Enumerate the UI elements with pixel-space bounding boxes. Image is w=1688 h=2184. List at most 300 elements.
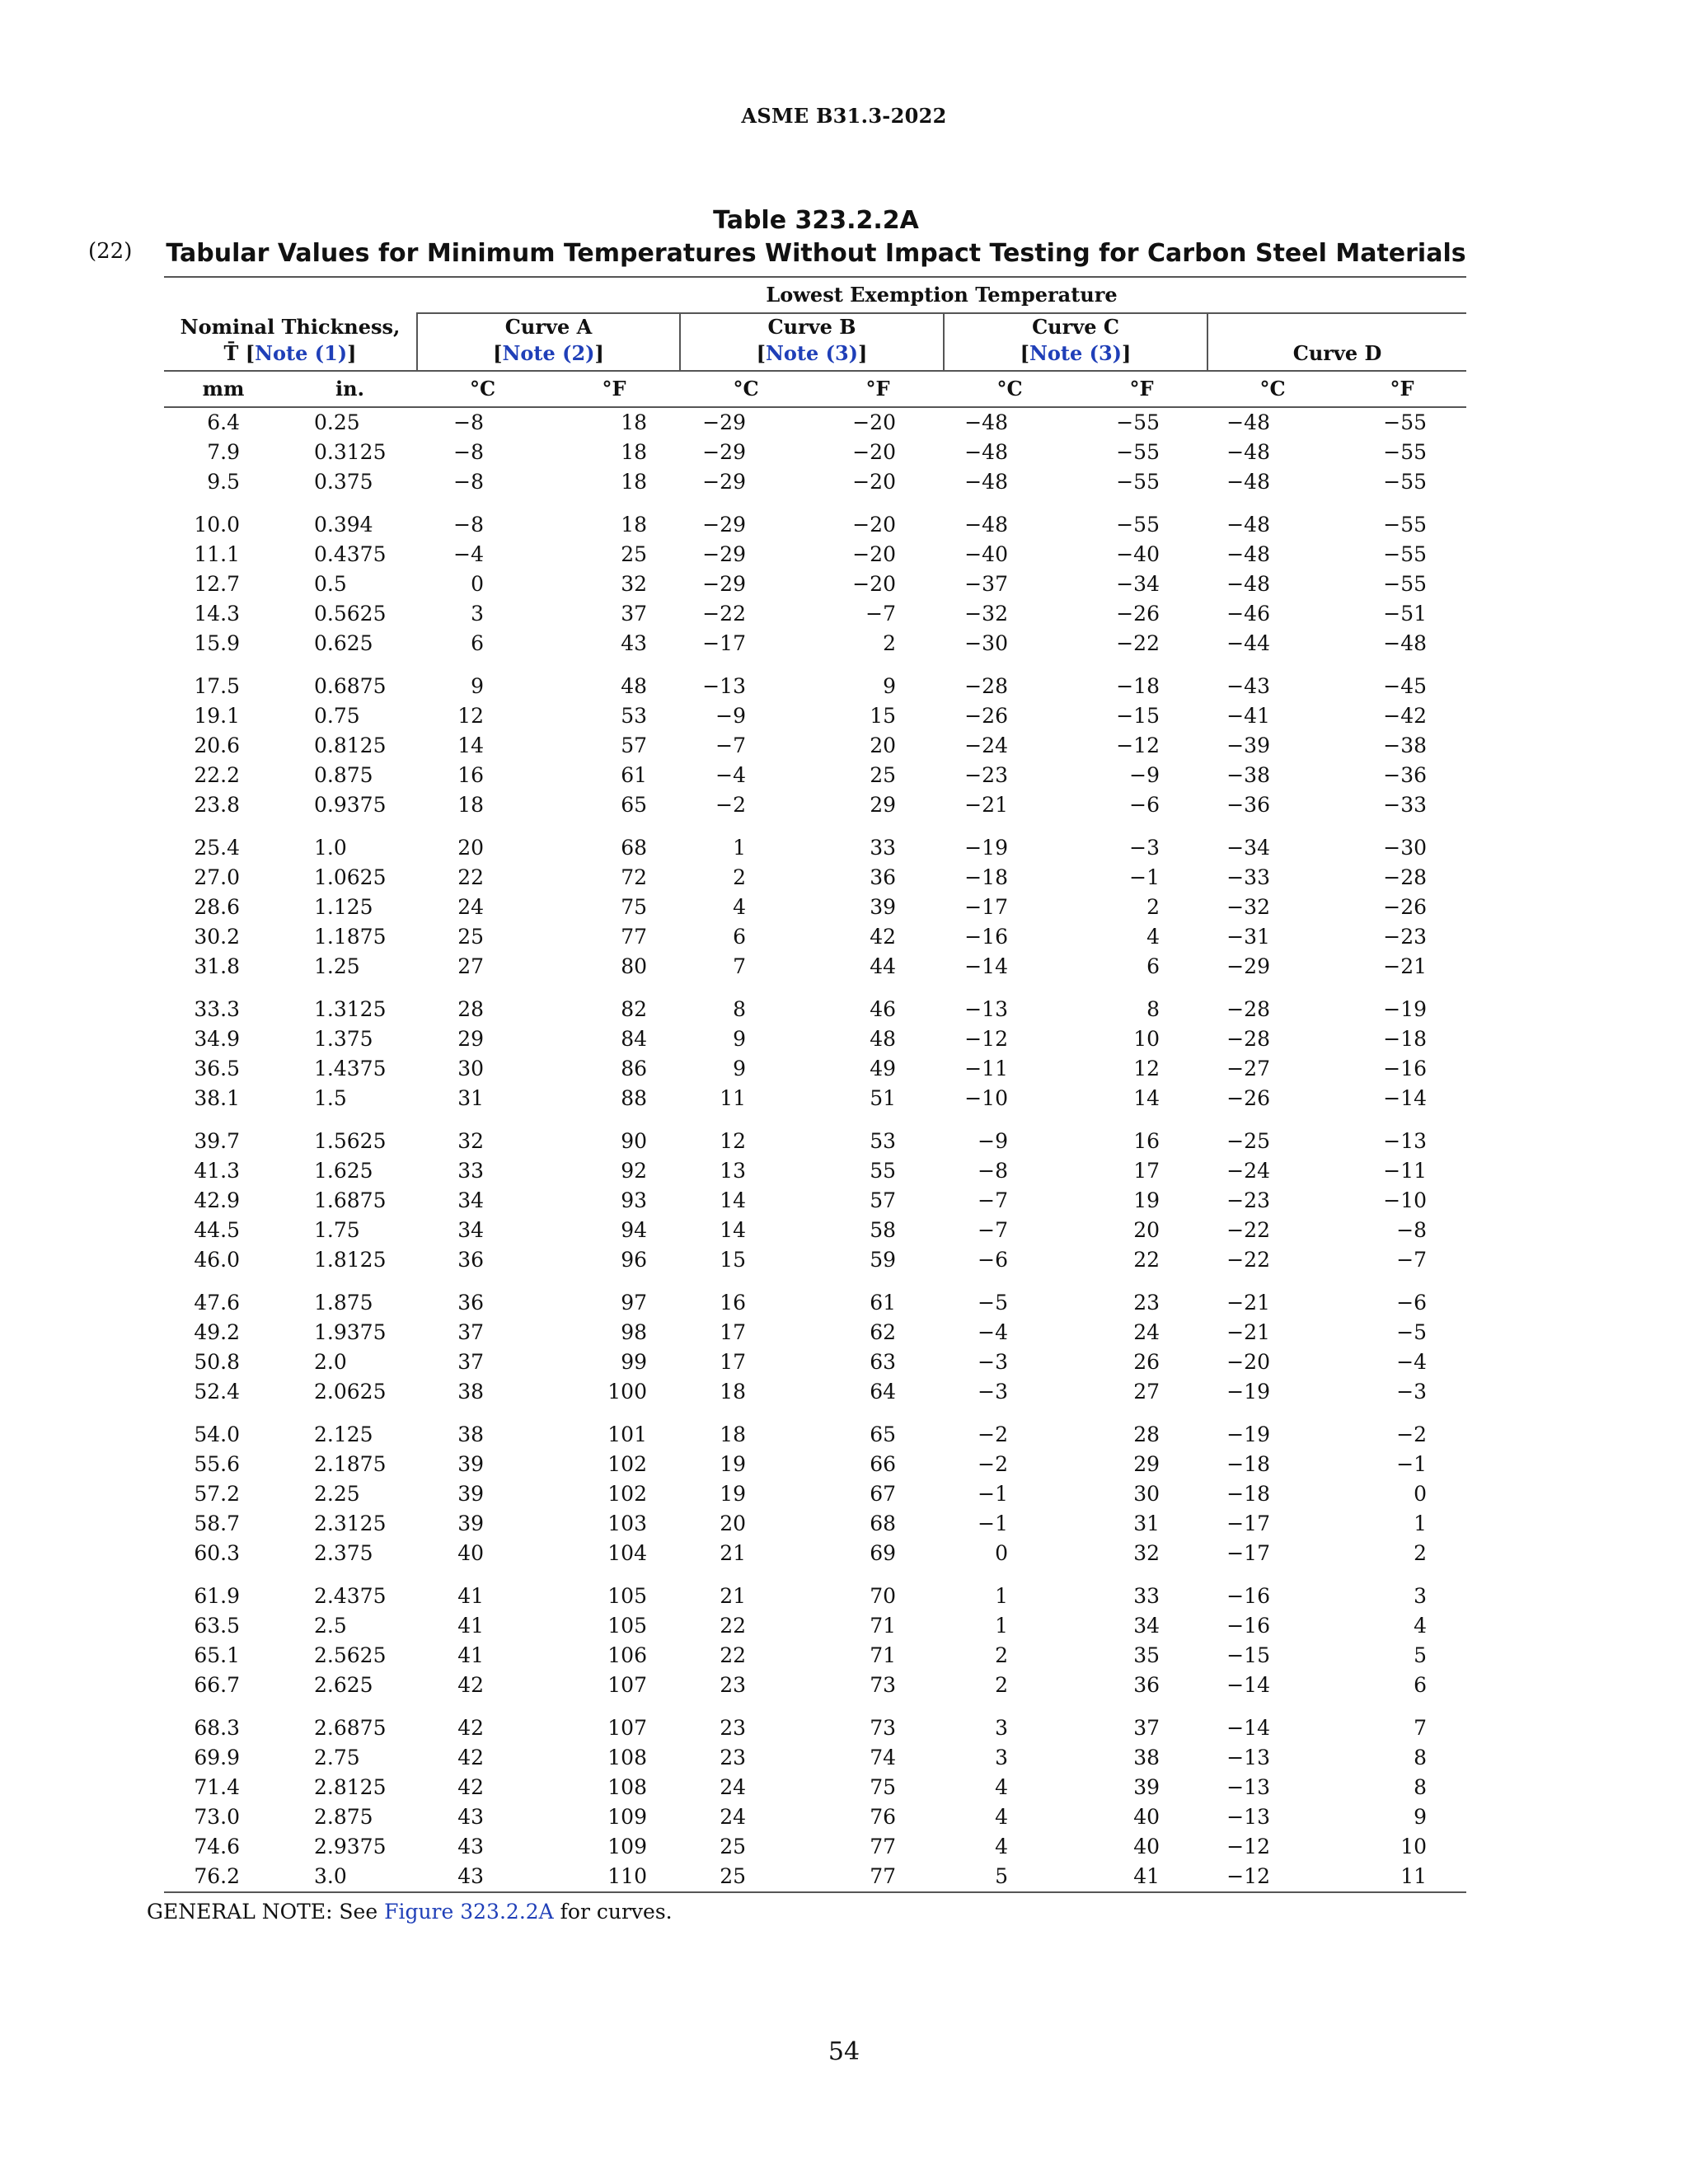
curve-a-f-cell: 57 <box>621 733 647 757</box>
curve-d-f-cell: −6 <box>1396 1291 1428 1315</box>
table-row <box>164 1245 1466 1275</box>
curve-a-f-cell: 99 <box>621 1350 647 1374</box>
curve-a-f-cell: 18 <box>621 410 647 434</box>
curve-b-c-cell: 23 <box>720 1673 746 1697</box>
curve-a-c-cell: −4 <box>453 542 484 566</box>
curve-a-f-cell: 37 <box>621 602 647 626</box>
table-row <box>164 982 1466 1024</box>
table-row <box>164 820 1466 863</box>
unit-curve-d-c: °C <box>1207 371 1338 407</box>
curve-b-c-cell: 16 <box>720 1291 746 1315</box>
curve-d-c-cell: −16 <box>1226 1584 1270 1608</box>
curve-b-c-cell: 20 <box>720 1511 746 1535</box>
curve-a-f-cell: 90 <box>621 1129 647 1153</box>
thickness-in-cell: 0.875 <box>314 763 373 787</box>
curve-d-f-cell: 8 <box>1414 1775 1428 1799</box>
thickness-mm-cell: 71.4 <box>194 1775 240 1799</box>
curve-b-c-cell: 14 <box>720 1188 746 1212</box>
table-row <box>164 1156 1466 1186</box>
curve-b-c-cell: −17 <box>702 631 746 655</box>
curve-c-c-cell: −8 <box>978 1159 1008 1183</box>
curve-b-f-cell: 69 <box>870 1541 896 1565</box>
curve-d-c-cell: −43 <box>1226 674 1270 698</box>
table-row <box>164 1539 1466 1568</box>
curve-b-c-cell: −2 <box>715 793 746 817</box>
curve-a-f-cell: 103 <box>607 1511 647 1535</box>
curve-c-c-cell: 4 <box>995 1775 1008 1799</box>
curve-a-f-cell: 88 <box>621 1086 647 1110</box>
table-row <box>164 1377 1466 1407</box>
curve-b-header: Curve B [Note (3)] <box>680 313 944 371</box>
curve-c-f-cell: −1 <box>1129 865 1160 889</box>
curve-c-f-cell: −40 <box>1116 542 1160 566</box>
thickness-mm-cell: 19.1 <box>194 704 240 728</box>
curve-a-f-cell: 75 <box>621 895 647 919</box>
curve-b-c-cell: −29 <box>702 542 746 566</box>
curve-a-c-cell: 39 <box>457 1452 484 1476</box>
curve-a-c-cell: 42 <box>457 1673 484 1697</box>
curve-c-c-cell: −24 <box>964 733 1008 757</box>
curve-b-f-cell: 57 <box>870 1188 896 1212</box>
table-row <box>164 1743 1466 1773</box>
table-row <box>164 1671 1466 1700</box>
curve-d-f-cell: −51 <box>1383 602 1428 626</box>
curve-a-c-cell: 25 <box>457 925 484 949</box>
unit-curve-b-c: °C <box>680 371 812 407</box>
curve-b-c-cell: 2 <box>733 865 746 889</box>
curve-a-c-cell: 36 <box>457 1248 484 1272</box>
thickness-in-cell: 1.3125 <box>314 997 387 1021</box>
curve-d-c-cell: −21 <box>1226 1320 1270 1344</box>
curve-b-f-cell: 67 <box>870 1482 896 1506</box>
curve-a-f-cell: 72 <box>621 865 647 889</box>
curve-d-f-cell: 8 <box>1414 1746 1428 1769</box>
curve-c-f-cell: −55 <box>1116 410 1160 434</box>
thickness-in-cell: 0.5 <box>314 572 347 596</box>
unit-curve-a-c: °C <box>417 371 548 407</box>
curve-a-c-cell: 12 <box>457 704 484 728</box>
curve-a-c-cell: 43 <box>457 1835 484 1858</box>
curve-b-c-cell: 9 <box>733 1027 746 1051</box>
curve-b-f-cell: 25 <box>870 763 896 787</box>
curve-c-f-cell: −9 <box>1129 763 1160 787</box>
curve-d-c-cell: −18 <box>1226 1482 1270 1506</box>
curve-c-f-cell: 31 <box>1133 1511 1160 1535</box>
curve-a-f-cell: 77 <box>621 925 647 949</box>
curve-d-c-cell: −39 <box>1226 733 1270 757</box>
curve-b-c-cell: 9 <box>733 1057 746 1080</box>
curve-c-f-cell: 39 <box>1133 1775 1160 1799</box>
curve-d-c-cell: −29 <box>1226 954 1270 978</box>
curve-b-f-cell: 20 <box>870 733 896 757</box>
curve-b-c-cell: −29 <box>702 440 746 464</box>
curve-b-f-cell: 48 <box>870 1027 896 1051</box>
curve-b-c-cell: 23 <box>720 1746 746 1769</box>
curve-a-f-cell: 108 <box>607 1746 647 1769</box>
curve-c-c-cell: −23 <box>964 763 1008 787</box>
curve-a-f-cell: 48 <box>621 674 647 698</box>
curve-d-f-cell: −11 <box>1383 1159 1428 1183</box>
thickness-in-cell: 1.6875 <box>314 1188 387 1212</box>
curve-b-f-cell: 59 <box>870 1248 896 1272</box>
curve-d-c-cell: −28 <box>1226 1027 1270 1051</box>
curve-b-f-cell: −20 <box>852 410 896 434</box>
table-row <box>164 1113 1466 1156</box>
curve-a-f-cell: 102 <box>607 1452 647 1476</box>
thickness-in-cell: 2.4375 <box>314 1584 387 1608</box>
curve-b-f-cell: 63 <box>870 1350 896 1374</box>
curve-c-c-cell: −7 <box>978 1188 1008 1212</box>
curve-d-f-cell: −10 <box>1383 1188 1428 1212</box>
curve-c-f-cell: 35 <box>1133 1643 1160 1667</box>
curve-c-f-cell: 26 <box>1133 1350 1160 1374</box>
curve-d-c-cell: −48 <box>1226 470 1270 494</box>
thickness-mm-cell: 50.8 <box>194 1350 240 1374</box>
thickness-mm-cell: 36.5 <box>194 1057 240 1080</box>
curve-b-f-cell: 44 <box>870 954 896 978</box>
curve-c-f-cell: 40 <box>1133 1805 1160 1829</box>
page-number: 54 <box>828 2037 860 2066</box>
thickness-in-cell: 2.125 <box>314 1422 373 1446</box>
curve-d-f-cell: −33 <box>1383 793 1428 817</box>
curve-c-c-cell: −16 <box>964 925 1008 949</box>
curve-a-f-cell: 104 <box>607 1541 647 1565</box>
curve-c-f-cell: 6 <box>1146 954 1160 978</box>
curve-c-c-cell: −9 <box>978 1129 1008 1153</box>
curve-c-c-cell: −2 <box>978 1452 1008 1476</box>
curve-c-f-cell: 14 <box>1133 1086 1160 1110</box>
thickness-mm-cell: 27.0 <box>194 865 240 889</box>
curve-c-f-cell: 33 <box>1133 1584 1160 1608</box>
curve-c-f-cell: 27 <box>1133 1380 1160 1404</box>
header-row-units <box>164 371 1466 407</box>
table-row <box>164 1641 1466 1671</box>
curve-b-c-cell: 18 <box>720 1422 746 1446</box>
curve-a-c-cell: 43 <box>417 1862 548 1892</box>
curve-b-c-cell: 6 <box>733 925 746 949</box>
curve-a-c-cell: 36 <box>457 1291 484 1315</box>
curve-c-f-cell: 8 <box>1146 997 1160 1021</box>
curve-c-f-cell: 38 <box>1133 1746 1160 1769</box>
curve-c-f-cell: 34 <box>1133 1614 1160 1638</box>
curve-c-f-cell: 30 <box>1133 1482 1160 1506</box>
thickness-in-cell: 0.375 <box>314 470 373 494</box>
curve-a-c-cell: 41 <box>457 1614 484 1638</box>
temperature-table-container <box>164 276 1466 1893</box>
curve-a-c-cell: 32 <box>457 1129 484 1153</box>
curve-c-f-cell: 28 <box>1133 1422 1160 1446</box>
curve-d-f-cell: 1 <box>1414 1511 1428 1535</box>
curve-a-c-cell: 22 <box>457 865 484 889</box>
curve-c-f-cell: 24 <box>1133 1320 1160 1344</box>
curve-c-c-cell: −32 <box>964 602 1008 626</box>
curve-d-c-cell: −27 <box>1226 1057 1270 1080</box>
table-row <box>164 1862 1466 1892</box>
thickness-mm-cell: 61.9 <box>194 1584 240 1608</box>
table-row <box>164 952 1466 982</box>
curve-c-f-cell: 2 <box>1146 895 1160 919</box>
curve-b-f-cell: 76 <box>870 1805 896 1829</box>
curve-b-f-cell: 62 <box>870 1320 896 1344</box>
curve-a-f-cell: 110 <box>548 1862 680 1892</box>
thickness-in-cell: 1.5625 <box>314 1129 387 1153</box>
curve-c-f-cell: 20 <box>1133 1218 1160 1242</box>
table-body <box>164 407 1466 1892</box>
curve-b-f-cell: −20 <box>852 470 896 494</box>
table-row <box>164 569 1466 599</box>
curve-b-f-cell: 36 <box>870 865 896 889</box>
curve-a-f-cell: 108 <box>607 1775 647 1799</box>
curve-a-c-cell: 18 <box>457 793 484 817</box>
thickness-mm-cell: 58.7 <box>194 1511 240 1535</box>
thickness-in-cell: 2.5 <box>314 1614 347 1638</box>
curve-d-f-cell: −45 <box>1383 674 1428 698</box>
curve-a-c-cell: −8 <box>453 410 484 434</box>
curve-c-c-cell: −10 <box>964 1086 1008 1110</box>
curve-a-f-cell: 97 <box>621 1291 647 1315</box>
curve-a-c-cell: 37 <box>457 1320 484 1344</box>
curve-d-c-cell: −48 <box>1226 410 1270 434</box>
thickness-mm-cell: 42.9 <box>194 1188 240 1212</box>
curve-d-c-cell: −13 <box>1226 1746 1270 1769</box>
curve-d-f-cell: −55 <box>1383 440 1428 464</box>
thickness-in-cell: 2.625 <box>314 1673 373 1697</box>
curve-b-f-cell: 75 <box>870 1775 896 1799</box>
curve-b-c-cell: 15 <box>720 1248 746 1272</box>
curve-d-c-cell: −31 <box>1226 925 1270 949</box>
unit-curve-c-c: °C <box>944 371 1076 407</box>
curve-d-label: Curve D <box>1292 341 1382 365</box>
thickness-mm-cell: 68.3 <box>194 1716 240 1740</box>
table-row <box>164 1450 1466 1479</box>
thickness-mm-cell: 74.6 <box>194 1835 240 1858</box>
curve-a-f-cell: 68 <box>621 836 647 860</box>
curve-b-c-cell: −13 <box>702 674 746 698</box>
curve-a-f-cell: 94 <box>621 1218 647 1242</box>
curve-a-f-cell: 65 <box>621 793 647 817</box>
curve-c-f-cell: 36 <box>1133 1673 1160 1697</box>
curve-d-c-cell: −36 <box>1226 793 1270 817</box>
thickness-mm-cell: 28.6 <box>194 895 240 919</box>
curve-c-c-cell: −3 <box>978 1380 1008 1404</box>
curve-d-c-cell: −23 <box>1226 1188 1270 1212</box>
table-row <box>164 438 1466 467</box>
curve-a-c-cell: −8 <box>453 513 484 537</box>
curve-d-f-cell: −1 <box>1396 1452 1428 1476</box>
curve-d-f-cell: 5 <box>1414 1643 1428 1667</box>
curve-b-f-cell: 33 <box>870 836 896 860</box>
curve-b-note-link[interactable]: Note (3) <box>765 341 859 365</box>
curve-c-f-cell: −55 <box>1116 470 1160 494</box>
curve-c-c-cell: −13 <box>964 997 1008 1021</box>
curve-a-f-cell: 93 <box>621 1188 647 1212</box>
curve-d-f-cell: 9 <box>1414 1805 1428 1829</box>
curve-a-c-cell: 14 <box>457 733 484 757</box>
curve-c-c-cell: −48 <box>964 470 1008 494</box>
thickness-note-link[interactable]: Note (1) <box>255 341 348 365</box>
thickness-mm-cell: 39.7 <box>194 1129 240 1153</box>
thickness-mm-cell: 66.7 <box>194 1673 240 1697</box>
general-note-prefix: GENERAL NOTE: See <box>147 1900 385 1924</box>
thickness-mm-cell: 60.3 <box>194 1541 240 1565</box>
curve-b-c-cell: 17 <box>720 1320 746 1344</box>
curve-a-c-cell: 28 <box>457 997 484 1021</box>
thickness-in-cell: 0.9375 <box>314 793 387 817</box>
curve-b-f-cell: 77 <box>812 1862 944 1892</box>
table-row <box>164 731 1466 761</box>
curve-d-c-cell: −20 <box>1226 1350 1270 1374</box>
thickness-mm-cell: 15.9 <box>194 631 240 655</box>
unit-curve-c-f: °F <box>1076 371 1207 407</box>
curve-d-f-cell: −55 <box>1383 410 1428 434</box>
thickness-mm-cell: 23.8 <box>194 793 240 817</box>
thickness-mm-cell: 6.4 <box>207 410 240 434</box>
table-row <box>164 1832 1466 1862</box>
table-row <box>164 1407 1466 1450</box>
curve-d-c-cell: −19 <box>1226 1422 1270 1446</box>
curve-b-f-cell: 39 <box>870 895 896 919</box>
thickness-mm-cell: 30.2 <box>194 925 240 949</box>
curve-b-label: Curve B <box>767 315 856 339</box>
curve-b-f-cell: 55 <box>870 1159 896 1183</box>
thickness-mm-cell: 63.5 <box>194 1614 240 1638</box>
curve-b-c-cell: 25 <box>680 1862 812 1892</box>
curve-d-c-cell: −48 <box>1226 542 1270 566</box>
curve-c-c-cell: −3 <box>978 1350 1008 1374</box>
curve-c-c-cell: 0 <box>995 1541 1008 1565</box>
table-row <box>164 1802 1466 1832</box>
curve-d-f-cell: −3 <box>1396 1380 1428 1404</box>
curve-b-c-cell: 19 <box>720 1452 746 1476</box>
curve-a-c-cell: 43 <box>457 1805 484 1829</box>
unit-mm: mm <box>164 371 283 407</box>
curve-d-f-cell: −36 <box>1383 763 1428 787</box>
thickness-mm-cell: 17.5 <box>194 674 240 698</box>
curve-c-f-cell: −55 <box>1116 513 1160 537</box>
curve-a-f-cell: 86 <box>621 1057 647 1080</box>
curve-b-c-cell: −29 <box>702 513 746 537</box>
curve-d-f-cell: −42 <box>1383 704 1428 728</box>
curve-b-c-cell: 8 <box>733 997 746 1021</box>
thickness-in-cell: 1.5 <box>314 1086 347 1110</box>
table-row <box>164 1347 1466 1377</box>
curve-c-f-cell: 4 <box>1146 925 1160 949</box>
curve-b-f-cell: 71 <box>870 1614 896 1638</box>
curve-b-c-cell: 12 <box>720 1129 746 1153</box>
curve-c-c-cell: −1 <box>978 1511 1008 1535</box>
thickness-in-cell: 2.0 <box>314 1350 347 1374</box>
curve-a-c-cell: 42 <box>457 1775 484 1799</box>
table-row <box>164 1186 1466 1216</box>
thickness-in-cell: 2.3125 <box>314 1511 387 1535</box>
curve-c-c-cell: −18 <box>964 865 1008 889</box>
curve-c-c-cell: −28 <box>964 674 1008 698</box>
document-header: ASME B31.3-2022 <box>741 104 947 128</box>
thickness-mm-cell: 69.9 <box>194 1746 240 1769</box>
curve-c-c-cell: −30 <box>964 631 1008 655</box>
curve-c-c-cell: −40 <box>964 542 1008 566</box>
curve-a-c-cell: 38 <box>457 1380 484 1404</box>
curve-a-note-link[interactable]: Note (2) <box>502 341 595 365</box>
curve-b-f-cell: 29 <box>870 793 896 817</box>
curve-d-c-cell: −15 <box>1226 1643 1270 1667</box>
curve-b-f-cell: 65 <box>870 1422 896 1446</box>
thickness-mm-cell: 76.2 <box>164 1862 283 1892</box>
curve-d-f-cell: −5 <box>1396 1320 1428 1344</box>
curve-c-f-cell: 19 <box>1133 1188 1160 1212</box>
curve-c-f-cell: −15 <box>1116 704 1160 728</box>
curve-d-f-cell: 7 <box>1414 1716 1428 1740</box>
curve-b-f-cell: 73 <box>870 1673 896 1697</box>
curve-a-c-cell: 29 <box>457 1027 484 1051</box>
curve-b-f-cell: 51 <box>870 1086 896 1110</box>
curve-a-label: Curve A <box>504 315 593 339</box>
table-row <box>164 1568 1466 1611</box>
curve-b-f-cell: −20 <box>852 440 896 464</box>
curve-d-c-cell: −34 <box>1226 836 1270 860</box>
curve-d-c-cell: −41 <box>1226 704 1270 728</box>
thickness-mm-cell: 55.6 <box>194 1452 240 1476</box>
thickness-mm-cell: 12.7 <box>194 572 240 596</box>
header-row-curves <box>164 313 1466 371</box>
curve-d-c-cell: −13 <box>1226 1775 1270 1799</box>
thickness-mm-cell: 46.0 <box>194 1248 240 1272</box>
curve-a-f-cell: 109 <box>607 1805 647 1829</box>
table-row <box>164 540 1466 569</box>
curve-a-f-cell: 61 <box>621 763 647 787</box>
figure-link[interactable]: Figure 323.2.2A <box>384 1900 554 1924</box>
curve-b-f-cell: 42 <box>870 925 896 949</box>
curve-d-f-cell: −28 <box>1383 865 1428 889</box>
curve-c-note-link[interactable]: Note (3) <box>1029 341 1123 365</box>
curve-b-c-cell: 25 <box>720 1835 746 1858</box>
curve-d-c-cell: −17 <box>1226 1511 1270 1535</box>
thickness-in-cell: 2.6875 <box>314 1716 387 1740</box>
curve-b-f-cell: −20 <box>852 542 896 566</box>
thickness-in-cell: 1.0625 <box>314 865 387 889</box>
curve-d-c-cell: −22 <box>1226 1218 1270 1242</box>
curve-a-f-cell: 107 <box>607 1673 647 1697</box>
curve-a-c-cell: −8 <box>453 470 484 494</box>
curve-d-c-cell: −48 <box>1226 513 1270 537</box>
curve-b-c-cell: 7 <box>733 954 746 978</box>
thickness-in-cell: 0.3125 <box>314 440 387 464</box>
curve-a-f-cell: 100 <box>607 1380 647 1404</box>
curve-d-f-cell: 6 <box>1414 1673 1428 1697</box>
thickness-in-cell: 0.394 <box>314 513 373 537</box>
curve-d-f-cell: −55 <box>1383 542 1428 566</box>
curve-c-c-cell: 2 <box>995 1673 1008 1697</box>
curve-d-c-cell: −38 <box>1226 763 1270 787</box>
thickness-in-cell: 1.875 <box>314 1291 373 1315</box>
curve-b-c-cell: 14 <box>720 1218 746 1242</box>
thickness-mm-cell: 54.0 <box>194 1422 240 1446</box>
thickness-in-cell: 1.8125 <box>314 1248 387 1272</box>
curve-b-f-cell: 71 <box>870 1643 896 1667</box>
curve-c-c-cell: 4 <box>995 1835 1008 1858</box>
table-row <box>164 497 1466 540</box>
table-row <box>164 1275 1466 1318</box>
thickness-mm-cell: 25.4 <box>194 836 240 860</box>
curve-b-c-cell: 19 <box>720 1482 746 1506</box>
curve-a-c-cell: 42 <box>457 1716 484 1740</box>
curve-c-c-cell: −1 <box>978 1482 1008 1506</box>
curve-d-f-cell: −55 <box>1383 513 1428 537</box>
curve-b-f-cell: 70 <box>870 1584 896 1608</box>
thickness-mm-cell: 38.1 <box>194 1086 240 1110</box>
curve-c-c-cell: −14 <box>964 954 1008 978</box>
curve-b-c-cell: 22 <box>720 1643 746 1667</box>
